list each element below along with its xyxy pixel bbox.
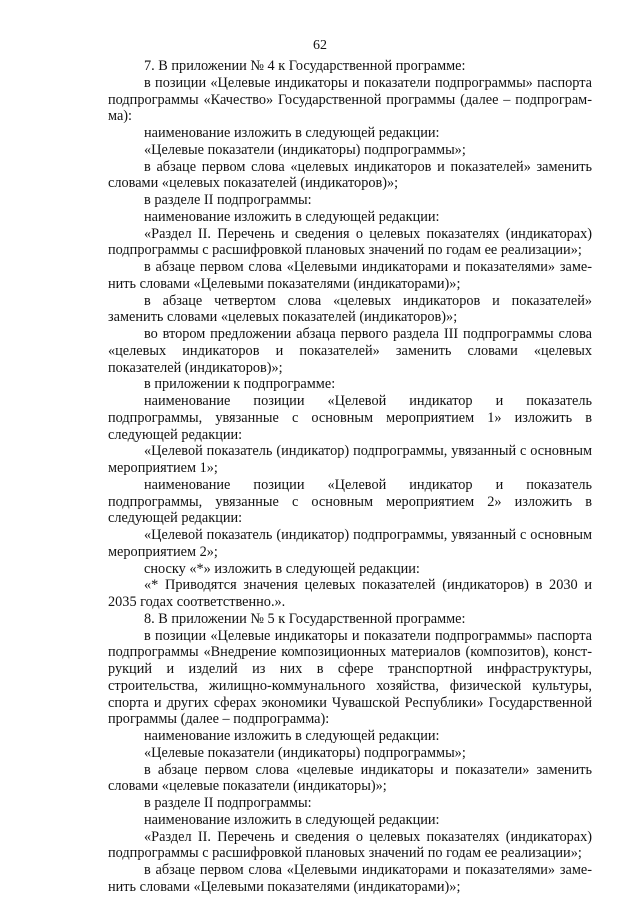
paragraph: наименование изложить в следующей редакции: bbox=[144, 208, 440, 225]
paragraph: в позиции «Целевые индикаторы и показатели подпрограммы» паспорта подпрограммы «Внедрение композиционных материалов (композитов), конструкций и изделий из них в сфере транспортной инфраструктуры, строительства, жилищно-коммунального хозяйства, физической культуры, спорта и других сферах экономики Чувашской Республики» Государственной программы (далее – подпрограмма): bbox=[108, 627, 592, 728]
paragraph: наименование позиции «Целевой индикатор и показатель подпрограммы, увязанные с основным мероприятием 1» изложить в следующей редакции: bbox=[108, 393, 592, 443]
paragraph: в абзаце четвертом слова «целевых индикаторов и показателей» заменить словами «целевых показателей (индикаторов)»; bbox=[108, 292, 592, 326]
paragraph: «* Приводятся значения целевых показателей (индикаторов) в 2030 и 2035 годах соответственно.». bbox=[108, 577, 592, 610]
paragraph: наименование изложить в следующей редакции: bbox=[144, 728, 440, 744]
paragraph: в абзаце первом слова «Целевыми индикаторами и показателями» заменить словами «Целевыми показателями (индикаторами)»; bbox=[108, 862, 592, 895]
paragraph: «Целевой показатель (индикатор) подпрограммы, увязанный с основным мероприятием 2»; bbox=[108, 527, 592, 560]
paragraph: «Целевые показатели (индикаторы) подпрограммы»; bbox=[144, 744, 466, 761]
paragraph: в позиции «Целевые индикаторы и показатели подпрограммы» паспорта подпрограммы «Качество» Государственной программы (далее – подпрограмма): bbox=[108, 74, 592, 125]
paragraph: в абзаце первом слова «целевых индикаторов и показателей» заменить словами «целевых показателей (индикаторов)»; bbox=[108, 158, 592, 192]
paragraph: в приложении к подпрограмме: bbox=[144, 376, 336, 393]
paragraph: в разделе II подпрограммы: bbox=[144, 795, 312, 811]
document-body bbox=[108, 58, 592, 896]
page-number: 62 bbox=[313, 38, 327, 53]
paragraph: сноску «*» изложить в следующей редакции: bbox=[144, 560, 420, 577]
paragraph: наименование позиции «Целевой индикатор и показатель подпрограммы, увязанные с основным мероприятием 2» изложить в следующей редакции: bbox=[108, 476, 592, 527]
paragraph: 7. В приложении № 4 к Государственной программе: bbox=[144, 58, 466, 74]
paragraph: наименование изложить в следующей редакции: bbox=[144, 811, 440, 828]
paragraph: «Раздел II. Перечень и сведения о целевых показателях (индикаторах) подпрограммы с расшифровкой плановых значений по годам ее реализации»; bbox=[108, 225, 592, 259]
paragraph: в абзаце первом слова «Целевыми индикаторами и показателями» заменить словами «Целевыми показателями (индикаторами)»; bbox=[108, 259, 592, 292]
paragraph: «Целевые показатели (индикаторы) подпрограммы»; bbox=[144, 141, 466, 158]
paragraph: «Целевой показатель (индикатор) подпрограммы, увязанный с основным мероприятием 1»; bbox=[108, 443, 592, 476]
paragraph: в разделе II подпрограммы: bbox=[144, 192, 312, 208]
paragraph: в абзаце первом слова «целевые индикаторы и показатели» заменить словами «целевые показатели (индикаторы)»; bbox=[108, 761, 592, 795]
paragraph: во втором предложении абзаца первого раздела III подпрограммы слова «целевых индикаторов и показателей» заменить словами «целевых показателей (индикаторов)»; bbox=[108, 326, 592, 376]
paragraph: «Раздел II. Перечень и сведения о целевых показателях (индикаторах) подпрограммы с расшифровкой плановых значений по годам ее реализации»; bbox=[108, 828, 592, 862]
paragraph: 8. В приложении № 5 к Государственной программе: bbox=[144, 610, 466, 627]
paragraph: наименование изложить в следующей редакции: bbox=[144, 125, 440, 141]
